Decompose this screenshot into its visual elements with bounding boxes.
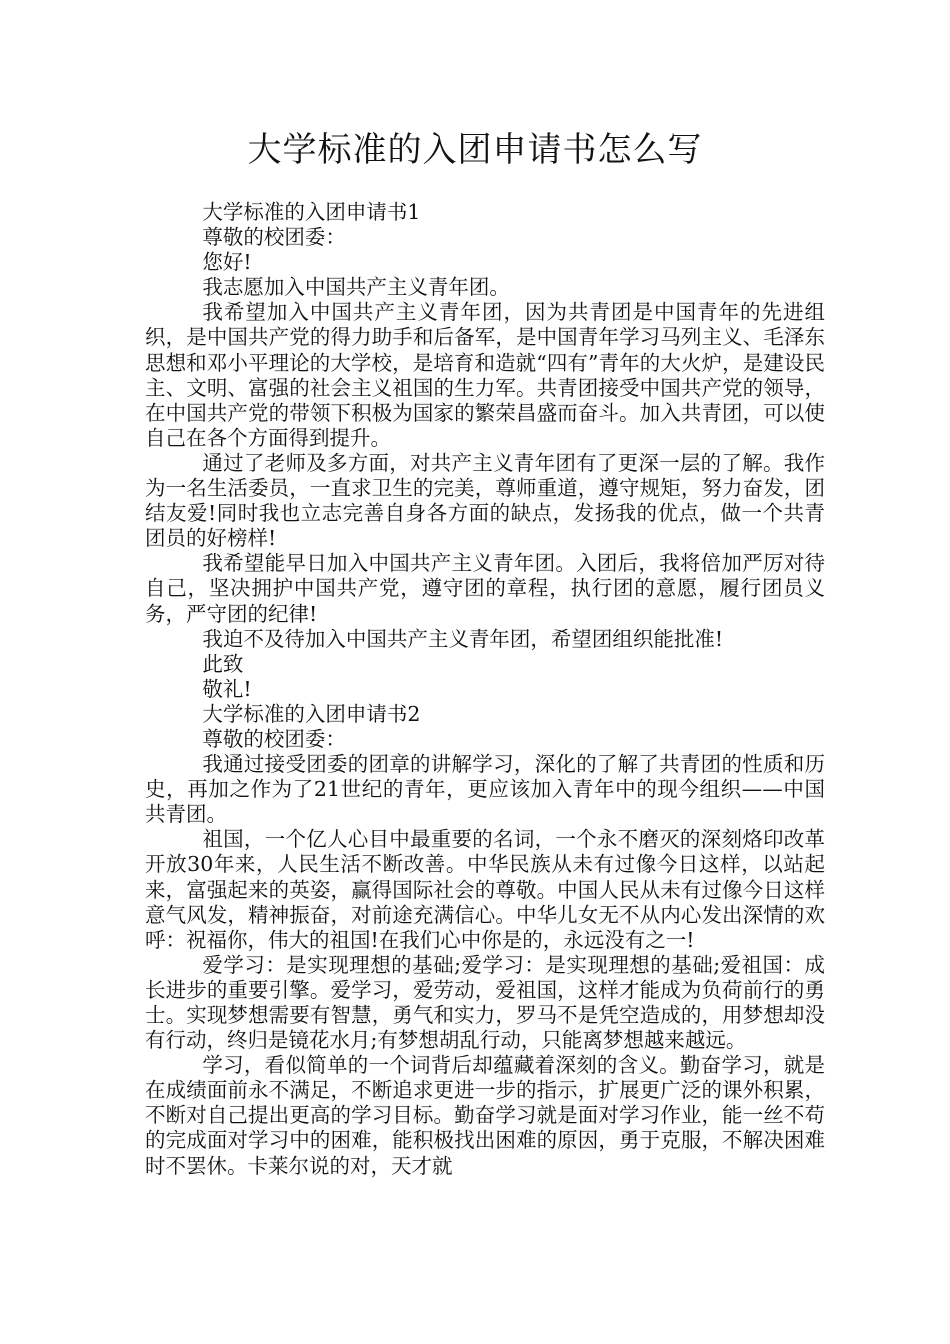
- greeting: 您好!: [202, 250, 252, 275]
- body-paragraph: 学习，看似简单的一个词背后却蕴藏着深刻的含义。勤奋学习，就是在成绩面前永不满足，不断追求更进一步的指示，扩展更广泛的课外积累，不断对自己提出更高的学习目标。勤奋学习就是面对学习作业，能一丝不苟的完成面对学习中的困难，能积极找出困难的原因，勇于克服，不解决困难时不罢休。卡莱尔说的对，天才就: [145, 1053, 825, 1178]
- body-paragraph: 我迫不及待加入中国共产主义青年团，希望团组织能批准!: [202, 626, 724, 651]
- letter-heading: 大学标准的入团申请书2: [202, 701, 421, 726]
- body-paragraph: 我希望能早日加入中国共产主义青年团。入团后，我将倍加严厉对待自己，坚决拥护中国共产党，遵守团的章程，执行团的意愿，履行团员义务，严守团的纪律!: [145, 551, 825, 626]
- body-paragraph: 我通过接受团委的团章的讲解学习，深化的了解了共青团的性质和历史，再加之作为了21世纪的青年，更应该加入青年中的现今组织——中国共青团。: [145, 752, 825, 827]
- body-paragraph: 爱学习：是实现理想的基础;爱学习：是实现理想的基础;爱祖国：成长进步的重要引擎。爱学习，爱劳动，爱祖国，这样才能成为负荷前行的勇士。实现梦想需要有智慧，勇气和实力，罗马不是凭空造成的，用梦想却没有行动，终归是镜花水月;有梦想胡乱行动，只能离梦想越来越远。: [145, 952, 825, 1053]
- salutation: 尊敬的校团委：: [202, 726, 346, 751]
- letter-heading: 大学标准的入团申请书1: [202, 200, 421, 224]
- salutation: 尊敬的校团委：: [202, 225, 346, 250]
- document-title: 大学标准的入团申请书怎么写: [247, 130, 703, 170]
- body-paragraph: 我希望加入中国共产主义青年团，因为共青团是中国青年的先进组织，是中国共产党的得力助手和后备军，是中国青年学习马列主义、毛泽东思想和邓小平理论的大学校，是培育和造就“四有”青年的大火炉，是建设民主、文明、富强的社会主义祖国的生力军。共青团接受中国共产党的领导，在中国共产党的带领下积极为国家的繁荣昌盛而奋斗。加入共青团，可以使自己在各个方面得到提升。: [145, 300, 825, 450]
- body-paragraph: 祖国，一个亿人心目中最重要的名词，一个永不磨灭的深刻烙印改革开放30年来，人民生活不断改善。中华民族从未有过像今日这样，以站起来，富强起来的英姿，赢得国际社会的尊敬。中国人民从未有过像今日这样意气风发，精神振奋，对前途充满信心。中华儿女无不从内心发出深情的欢呼：祝福你，伟大的祖国!在我们心中你是的，永远没有之一!: [145, 827, 825, 952]
- closing-line: 敬礼!: [202, 676, 252, 701]
- closing-line: 此致: [202, 651, 244, 676]
- document-body: [145, 200, 825, 1179]
- body-paragraph: 我志愿加入中国共产主义青年团。: [202, 275, 510, 300]
- body-paragraph: 通过了老师及多方面，对共产主义青年团有了更深一层的了解。我作为一名生活委员，一直求卫生的完美，尊师重道，遵守规矩，努力奋发，团结友爱!同时我也立志完善自身各方面的缺点，发扬我的优点，做一个共青团员的好榜样!: [145, 450, 825, 551]
